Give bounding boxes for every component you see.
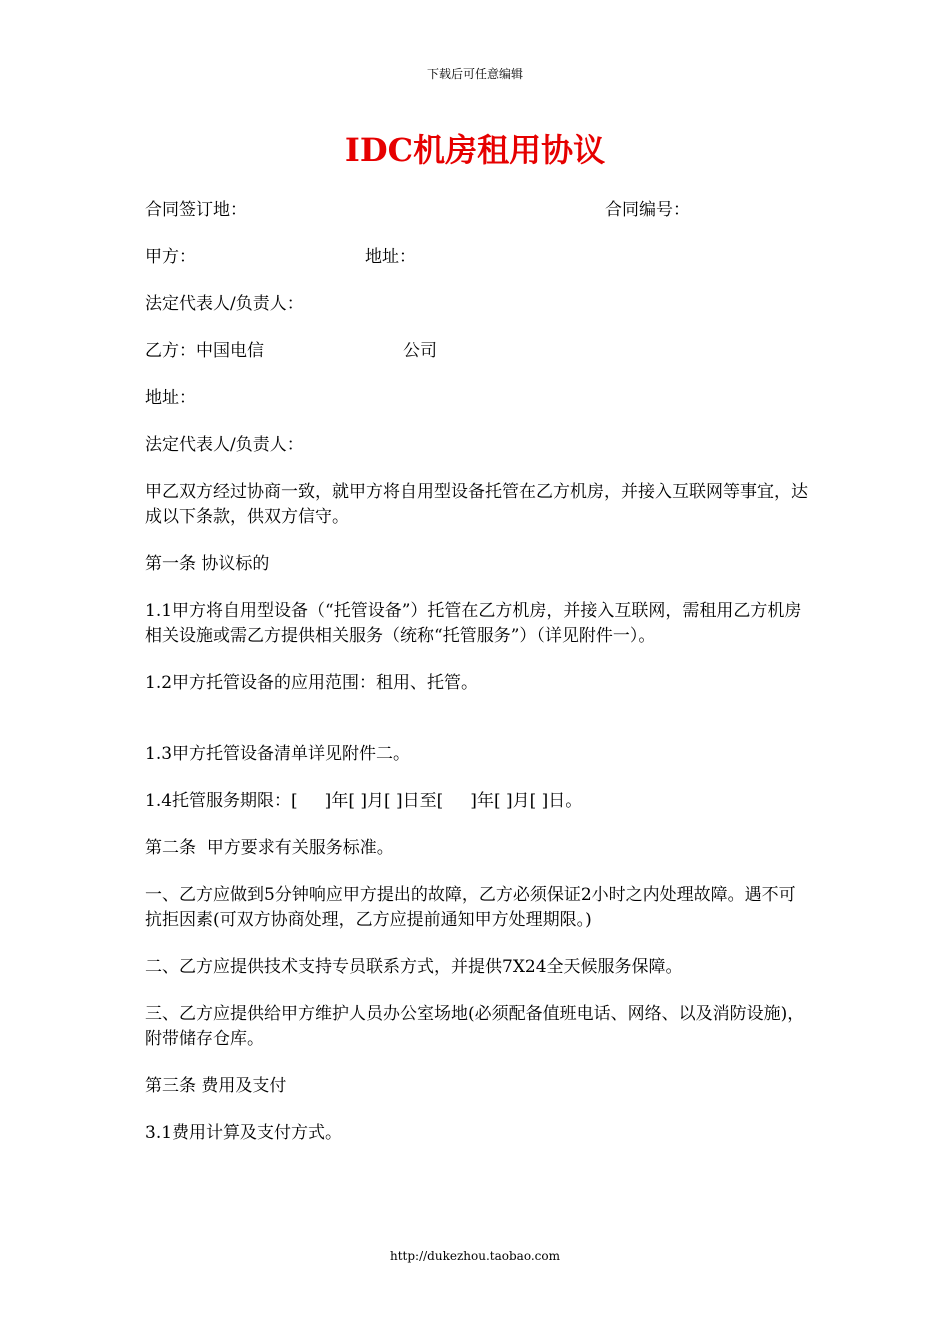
legal-rep-a-label: 法定代表人/负责人：	[145, 294, 304, 314]
clause-3-1: 3.1费用计算及支付方式。	[145, 1123, 343, 1143]
document-body	[145, 198, 810, 1146]
company-label: 公司	[403, 341, 437, 361]
clause-1-3: 1.3甲方托管设备清单详见附件二。	[145, 744, 411, 764]
clause-2-a: 一、乙方应做到5分钟响应甲方提出的故障，乙方必须保证2小时之内处理故障。遇不可抗拒因素(可双方协商处理，乙方应提前通知甲方处理期限。)	[145, 885, 796, 930]
contract-no-label: 合同编号：	[605, 200, 690, 220]
party-a-row	[145, 245, 810, 270]
address-b-row	[145, 386, 810, 411]
clause-2-b: 二、乙方应提供技术支持专员联系方式，并提供7X24全天候服务保障。	[145, 957, 683, 977]
clause-1-4: 1.4托管服务期限：[ ]年[ ]月[ ]日至[ ]年[ ]月[ ]日。	[145, 791, 583, 811]
address-b-label: 地址：	[145, 388, 196, 408]
legal-rep-a-row	[145, 292, 810, 317]
sign-place-row	[145, 198, 810, 223]
clause-1-1: 1.1甲方将自用型设备（“托管设备”）托管在乙方机房，并接入互联网，需租用乙方机房相关设施或需乙方提供相关服务（统称“托管服务”）（详见附件一）。	[145, 601, 802, 646]
sign-place-label: 合同签订地：	[145, 200, 247, 220]
clause-2-c: 三、乙方应提供给甲方维护人员办公室场地(必须配备值班电话、网络、以及消防设施)，附带储存仓库。	[145, 1004, 805, 1049]
legal-rep-b-label: 法定代表人/负责人：	[145, 435, 304, 455]
article-1-title: 第一条 协议标的	[145, 554, 270, 574]
document-title: IDC机房租用协议	[344, 131, 606, 169]
article-2-title: 第二条 甲方要求有关服务标准。	[145, 838, 394, 858]
footer-url: http://dukezhou.taobao.com	[390, 1249, 560, 1263]
address-a-label: 地址：	[365, 247, 416, 267]
legal-rep-b-row	[145, 433, 810, 458]
article-3-title: 第三条 费用及支付	[145, 1076, 287, 1096]
party-b-label: 乙方：中国电信	[145, 341, 264, 361]
party-b-row	[145, 339, 810, 364]
clause-1-2: 1.2甲方托管设备的应用范围：租用、托管。	[145, 673, 479, 693]
intro-paragraph: 甲乙双方经过协商一致，就甲方将自用型设备托管在乙方机房，并接入互联网等事宜，达成以下条款，供双方信守。	[145, 482, 808, 527]
header-note: 下载后可任意编辑	[426, 67, 523, 81]
party-a-label: 甲方：	[145, 247, 196, 267]
